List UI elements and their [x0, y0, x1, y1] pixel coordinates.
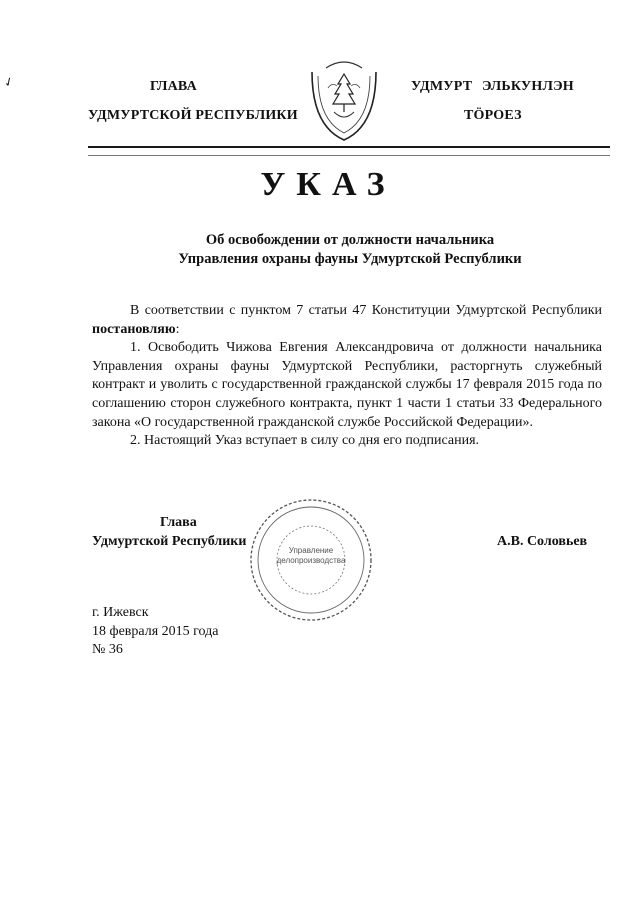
stamp-line1: Управление [288, 546, 334, 555]
header-rule-thin [88, 155, 610, 156]
intro-text: В соответствии с пунктом 7 статьи 47 Конституции Удмуртской Республики [130, 303, 602, 318]
decree-title: УКАЗ [260, 166, 396, 203]
header-right-line1: УДМУРТ ЭЛЬКУНЛЭН [411, 79, 574, 94]
decree-subject [100, 231, 600, 269]
header-left-line1: ГЛАВА [150, 79, 197, 94]
official-stamp [248, 497, 374, 623]
header-left-line2: УДМУРТСКОЙ РЕСПУБЛИКИ [88, 108, 298, 123]
subject-line2: Управления охраны фауны Удмуртской Республики [178, 251, 522, 267]
intro-paragraph [92, 302, 602, 339]
city: г. Ижевск [92, 605, 149, 620]
intro-end: : [175, 321, 180, 337]
scan-mark: ✓ [1, 73, 17, 91]
signature-position-line2: Удмуртской Республики [92, 534, 247, 549]
decree-number: № 36 [92, 642, 123, 658]
decree-meta [92, 604, 219, 660]
item-2: 2. Настоящий Указ вступает в силу со дня его подписания. [130, 433, 480, 449]
date: 18 февраля 2015 года [92, 623, 219, 639]
coat-of-arms-icon [304, 54, 384, 144]
stamp-line2: делопроизводства [276, 556, 346, 565]
header-right-line2: ТӦРОЕЗ [464, 108, 522, 123]
item-1: 1. Освободить Чижова Евгения Александровича от должности начальника Управления охраны фауны Удмуртской Республики, расторгнуть служебный контракт и уволить с государственной гражданской службы 17 февраля 2015 года по соглашению сторон служебного контракта, пункт 1 части 1 статьи 33 Федерального закона «О государственной гражданской службе Российской Федерации». [92, 340, 602, 430]
subject-line1: Об освобождении от должности начальника [205, 232, 495, 248]
header-rule [88, 146, 610, 148]
intro-bold: постановляю [92, 321, 176, 337]
signature-name: А.В. Соловьев [497, 534, 588, 549]
decree-body [92, 302, 602, 451]
signature-position-line1: Глава [160, 515, 197, 530]
